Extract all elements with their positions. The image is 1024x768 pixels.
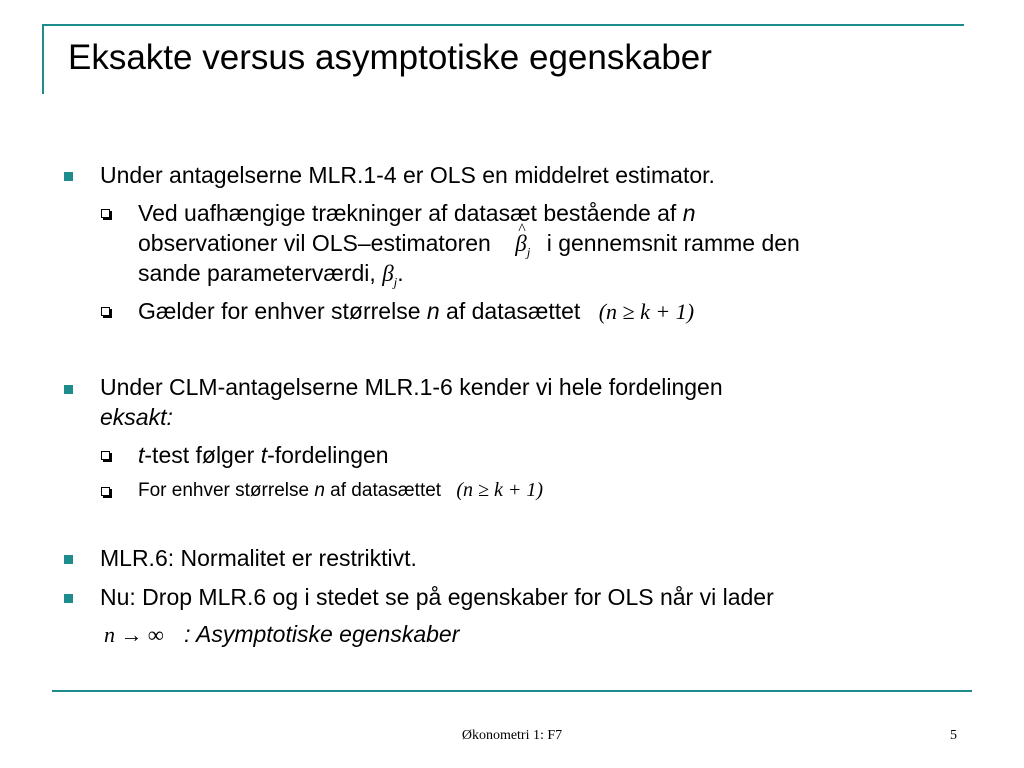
bullet-4-line-1: Nu: Drop MLR.6 og i stedet se på egenskaber for OLS når vi lader [100, 584, 774, 610]
sub-bullet-box-icon [101, 209, 110, 218]
limit-formula: n → ∞ [104, 622, 164, 647]
text-segment: sande parameterværdi, [138, 260, 376, 286]
var-n: n [314, 480, 325, 501]
sub-bullet-1-line-1 [138, 200, 696, 227]
page-number: 5 [950, 728, 957, 743]
bullet-4-line-2 [104, 621, 459, 648]
sub-bullet-3 [138, 442, 389, 469]
var-n: n [682, 200, 696, 226]
subscript-j: j [393, 274, 398, 290]
sub-bullet-2 [138, 298, 694, 325]
text-segment: Gælder for enhver størrelse [138, 298, 427, 324]
sub-bullet-box-icon [101, 307, 110, 316]
var-t: t [260, 442, 268, 468]
bullet-1-text: Under antagelserne MLR.1-4 er OLS en middelret estimator. [100, 162, 715, 188]
text-segment: Ved uafhængige trækninger af datasæt bestående af [138, 200, 683, 226]
text-segment: -fordelingen [267, 442, 389, 468]
sub-bullet-box-icon [101, 487, 110, 496]
beta: β [382, 261, 394, 286]
title-frame-top-line [42, 24, 964, 26]
sub-bullet-box-icon [101, 451, 110, 460]
condition-formula: (n ≥ k + 1) [598, 299, 695, 324]
text-segment: -test følger [144, 442, 261, 468]
bullet-2-line-1: Under CLM-antagelserne MLR.1-6 kender vi hele fordelingen [100, 374, 723, 400]
sub-bullet-4 [138, 477, 543, 504]
footer-divider-line [52, 690, 972, 692]
bullet-2-line-2: eksakt: [100, 404, 173, 430]
bullet-square-icon [64, 555, 73, 564]
text-segment: For enhver størrelse [138, 480, 315, 501]
var-n: n [426, 298, 440, 324]
slide-title: Eksakte versus asymptotiske egenskaber [68, 38, 712, 77]
footer-text: Økonometri 1: F7 [461, 728, 563, 743]
beta-hat-j-formula [515, 231, 531, 260]
bullet-square-icon [64, 385, 73, 394]
text-segment: observationer vil OLS–estimatoren [138, 230, 491, 256]
subscript-j: j [526, 244, 531, 260]
var-t: t [138, 442, 145, 468]
beta-j-formula [382, 261, 398, 290]
asymptotic-label: : Asymptotiske egenskaber [184, 621, 460, 647]
text-segment: i gennemsnit ramme den [546, 230, 800, 256]
title-frame-left-line [42, 24, 44, 94]
text-segment: af datasættet [324, 480, 442, 501]
text-segment: . [397, 260, 404, 286]
bullet-3-text: MLR.6: Normalitet er restriktivt. [100, 545, 417, 571]
beta-hat: ^ β [515, 230, 526, 257]
bullet-square-icon [64, 594, 73, 603]
sub-bullet-1-line-3 [138, 260, 404, 296]
text-segment: af datasættet [439, 298, 581, 324]
condition-formula: (n ≥ k + 1) [456, 479, 544, 501]
bullet-square-icon [64, 172, 73, 181]
